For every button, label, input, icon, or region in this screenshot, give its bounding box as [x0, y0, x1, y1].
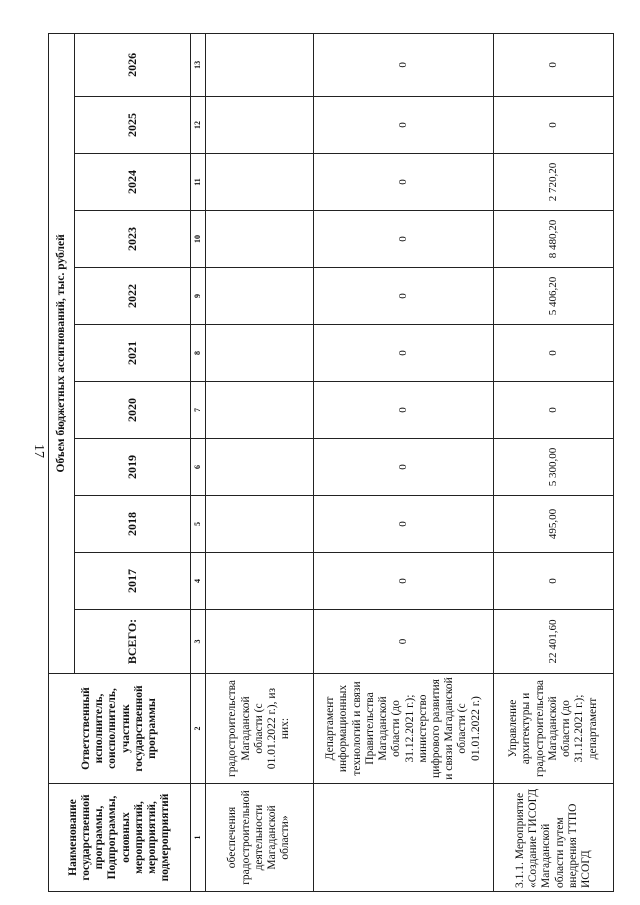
table-row — [206, 33, 314, 891]
header-year: 2026 — [75, 33, 191, 96]
header-budget-group: Объем бюджетных ассигнований, тыс. рублей — [49, 33, 75, 673]
row-value: 0 — [494, 325, 614, 382]
header-year: 2025 — [75, 97, 191, 154]
header-year: 2021 — [75, 325, 191, 382]
column-index: 9 — [191, 268, 206, 325]
header-year: 2017 — [75, 553, 191, 610]
row-value: 0 — [314, 97, 494, 154]
row-value — [206, 553, 314, 610]
row-value: 0 — [494, 97, 614, 154]
row-value — [206, 325, 314, 382]
table-row — [314, 33, 494, 891]
row-value: 0 — [494, 382, 614, 439]
column-index: 12 — [191, 97, 206, 154]
column-index: 2 — [191, 674, 206, 784]
row-name: 3.1.1. Мероприятие «Создание ГИСОГД Магаданской области путем внедрения ТТПО ИСОГД — [494, 784, 614, 892]
row-value: 0 — [494, 33, 614, 96]
column-index: 11 — [191, 154, 206, 211]
row-value: 0 — [494, 553, 614, 610]
row-value: 0 — [314, 439, 494, 496]
header-year: 2023 — [75, 211, 191, 268]
row-value: 8 480,20 — [494, 211, 614, 268]
budget-table — [48, 33, 614, 892]
row-name — [314, 784, 494, 892]
column-index: 13 — [191, 33, 206, 96]
column-index: 5 — [191, 496, 206, 553]
header-year: 2018 — [75, 496, 191, 553]
row-value: 0 — [314, 33, 494, 96]
header-executor: Ответственный исполнитель, соисполнитель, участник государственной программы — [49, 674, 191, 784]
row-value: 2 720,20 — [494, 154, 614, 211]
row-value — [206, 268, 314, 325]
row-value: 0 — [314, 154, 494, 211]
row-value — [206, 496, 314, 553]
header-total: ВСЕГО: — [75, 610, 191, 674]
row-value — [206, 211, 314, 268]
header-year: 2022 — [75, 268, 191, 325]
header-name: Наименование государственной программы, Подпрограммы, основных мероприятий, мероприятий, подмероприятий — [49, 784, 191, 892]
row-value: 0 — [314, 553, 494, 610]
row-executor: градостроительства Магаданской области (с 01.01.2022 г.), из них: — [206, 674, 314, 784]
row-value: 5 406,20 — [494, 268, 614, 325]
row-value: 495,00 — [494, 496, 614, 553]
row-value: 0 — [314, 382, 494, 439]
column-index: 6 — [191, 439, 206, 496]
row-name: обеспечения градостроительной деятельности Магаданской области» — [206, 784, 314, 892]
header-year: 2019 — [75, 439, 191, 496]
header-year: 2024 — [75, 154, 191, 211]
row-value: 5 300,00 — [494, 439, 614, 496]
row-value: 0 — [314, 610, 494, 674]
budget-table-rotated — [48, 34, 612, 892]
row-value — [206, 610, 314, 674]
column-index: 1 — [191, 784, 206, 892]
column-index: 4 — [191, 553, 206, 610]
row-value — [206, 33, 314, 96]
row-value: 0 — [314, 496, 494, 553]
column-index: 3 — [191, 610, 206, 674]
header-year: 2020 — [75, 382, 191, 439]
row-executor: Департамент информационных технологий и связи Правительства Магаданской области (до 31.12.2021 г.); министерство цифрового развития и связи Магаданской области (с 01.01.2022 г.) — [314, 674, 494, 784]
row-value — [206, 154, 314, 211]
column-index: 10 — [191, 211, 206, 268]
row-value — [206, 97, 314, 154]
column-index: 8 — [191, 325, 206, 382]
row-value — [206, 439, 314, 496]
column-index: 7 — [191, 382, 206, 439]
row-executor: Управление архитектуры и градостроительства Магаданской области (до 31.12.2021 г.); департамент — [494, 674, 614, 784]
page-number: 17 — [31, 444, 46, 458]
index-row — [191, 33, 206, 891]
row-value: 0 — [314, 268, 494, 325]
row-value: 0 — [314, 211, 494, 268]
table-row — [494, 33, 614, 891]
row-value: 0 — [314, 325, 494, 382]
row-value — [206, 382, 314, 439]
row-value: 22 401,60 — [494, 610, 614, 674]
